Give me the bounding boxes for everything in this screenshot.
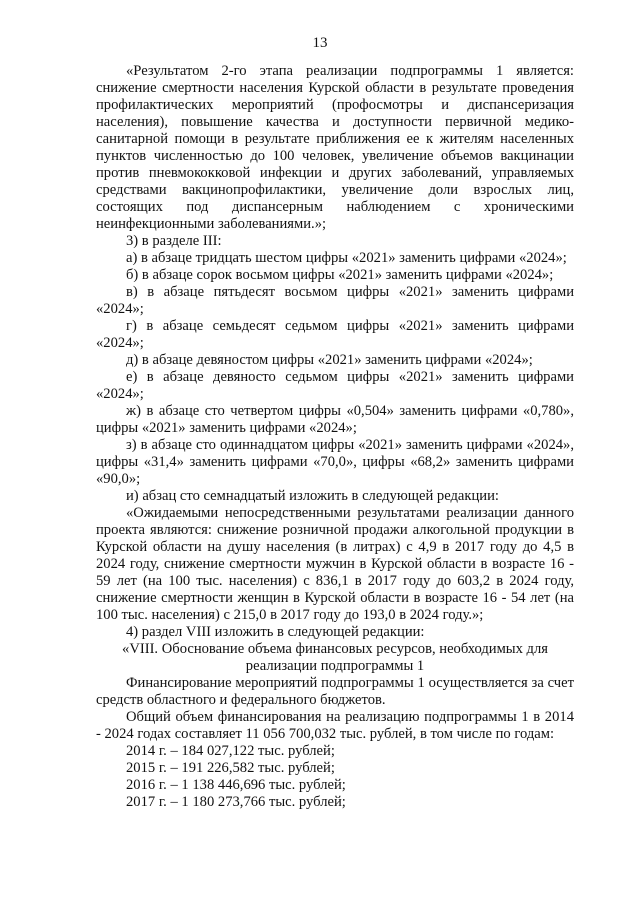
list-item-e: е) в абзаце девяносто седьмом цифры «2021» заменить цифрами «2024»;: [96, 369, 574, 402]
years-list: [96, 743, 574, 811]
paragraph-section3: 3) в разделе III:: [126, 233, 222, 249]
section-heading: «VIII. Обоснование объема финансовых ресурсов, необходимых для реализации подпрограммы 1: [122, 641, 548, 674]
paragraph-section8: 4) раздел VIII изложить в следующей редакции:: [126, 624, 425, 640]
list-item-d: д) в абзаце девяностом цифры «2021» заменить цифрами «2024»;: [126, 352, 533, 368]
document-body: [96, 63, 574, 811]
paragraph-total-volume: Общий объем финансирования на реализацию подпрограммы 1 в 2014 - 2024 годах составляет 11 056 700,032 тыс. рублей, в том числе по годам:: [96, 709, 574, 742]
list-item-g: г) в абзаце семьдесят седьмом цифры «2021» заменить цифрами «2024»;: [96, 318, 574, 351]
list-item-z: з) в абзаце сто одиннадцатом цифры «2021» заменить цифрами «2024», цифры «31,4» заменить цифрами «70,0», цифры «68,2» заменить цифрами «90,0»;: [96, 437, 574, 487]
page-number: 13: [312, 35, 328, 51]
year-item: 2015 г. – 191 226,582 тыс. рублей;: [126, 760, 335, 776]
year-item: 2017 г. – 1 180 273,766 тыс. рублей;: [126, 794, 346, 810]
list-item-v: в) в абзаце пятьдесят восьмом цифры «2021» заменить цифрами «2024»;: [96, 284, 574, 317]
paragraph-financing: Финансирование мероприятий подпрограммы 1 осуществляется за счет средств областного и федерального бюджетов.: [96, 675, 574, 708]
list-item-a: а) в абзаце тридцать шестом цифры «2021» заменить цифрами «2024»;: [126, 250, 567, 266]
paragraph-result-stage2: «Результатом 2-го этапа реализации подпрограммы 1 является: снижение смертности населения Курской области в результате проведения профилактических мероприятий (профосмотры и диспансеризация населения), повышение качества и доступности первичной медико-санитарной помощи в результате приближения ее к жителям населенных пунктов численностью до 100 человек, увеличение объемов вакцинации против пневмококковой инфекции и других заболеваний, управляемых средствами вакцинопрофилактики, увеличение доли взрослых лиц, состоящих под диспансерным наблюдением с хроническими неинфекционными заболеваниями.»;: [96, 63, 574, 232]
list-item-i: и) абзац сто семнадцатый изложить в следующей редакции:: [126, 488, 499, 504]
list-item-zh: ж) в абзаце сто четвертом цифры «0,504» заменить цифрами «0,780», цифры «2021» заменить цифрами «2024»;: [96, 403, 574, 436]
year-item: 2014 г. – 184 027,122 тыс. рублей;: [126, 743, 335, 759]
list-item-b: б) в абзаце сорок восьмом цифры «2021» заменить цифрами «2024»;: [126, 267, 554, 283]
paragraph-expected-results: «Ожидаемыми непосредственными результатами реализации данного проекта являются: снижение розничной продажи алкогольной продукции в Курской области на душу населения (в литрах) с 4,9 в 2017 году до 4,5 в 2024 году, снижение смертности мужчин в Курской области в возрасте 16 - 59 лет (на 100 тыс. населения) с 836,1 в 2017 году до 603,2 в 2024 году, снижение смертности женщин в Курской области в возрасте 16 - 54 лет (на 100 тыс. населения) с 215,0 в 2017 году до 193,0 в 2024 году.»;: [96, 505, 574, 623]
year-item: 2016 г. – 1 138 446,696 тыс. рублей;: [126, 777, 346, 793]
